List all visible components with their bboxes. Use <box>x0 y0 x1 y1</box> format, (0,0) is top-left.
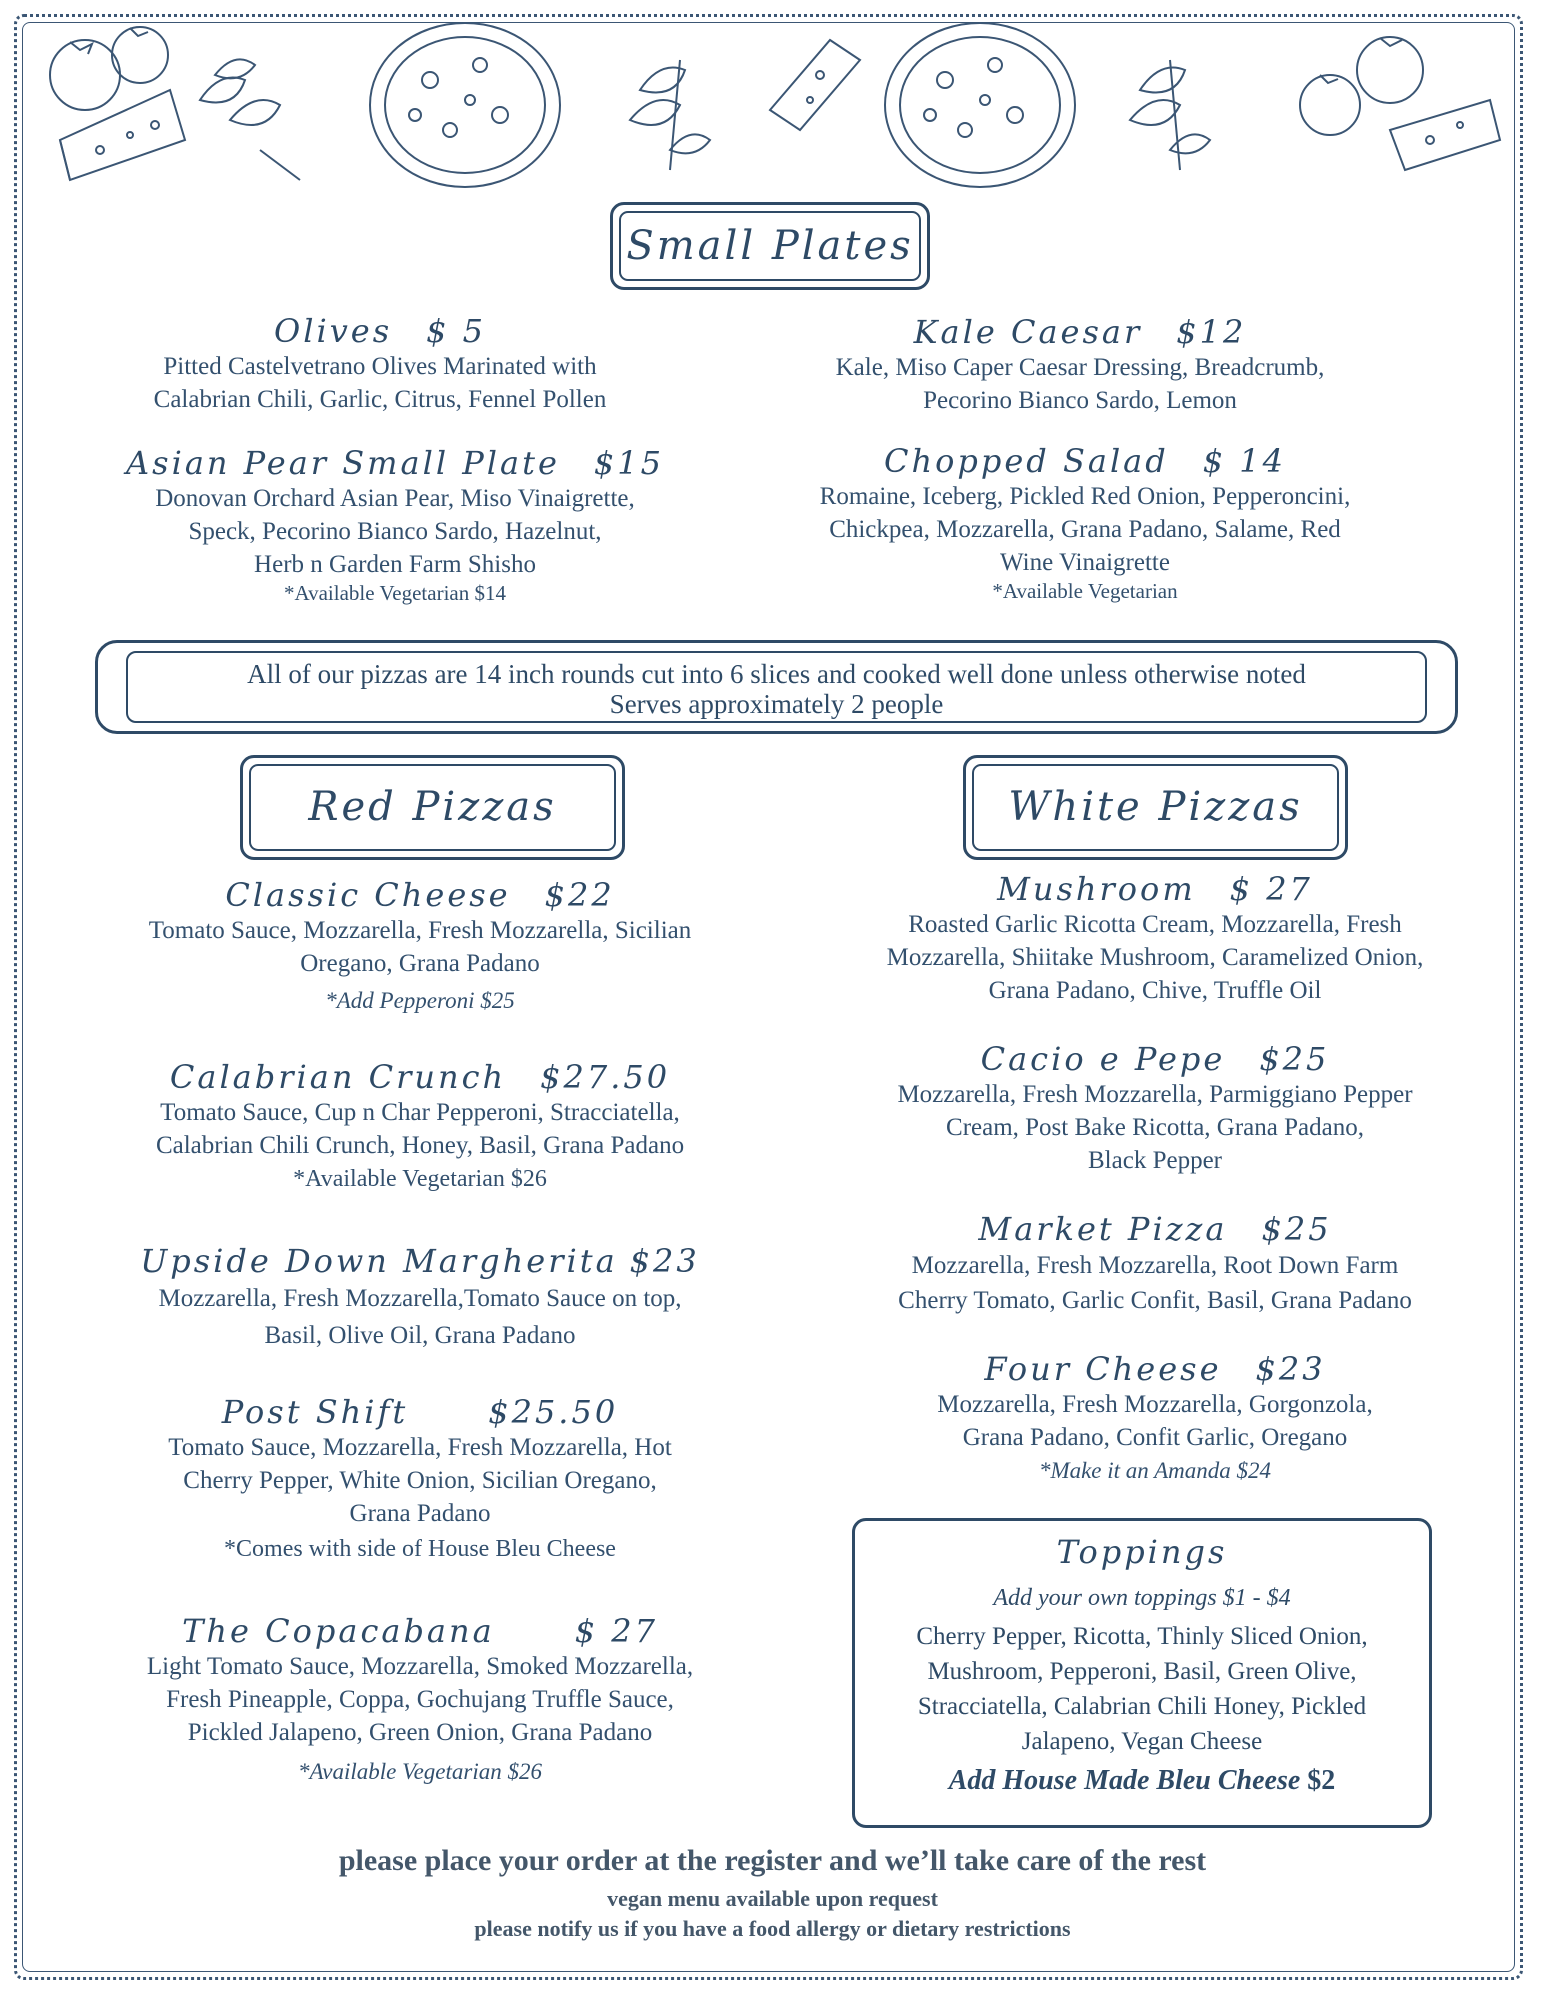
item-note: *Available Vegetarian $26 <box>293 1166 547 1192</box>
item-description: Donovan Orchard Asian Pear, Miso Vinaigrette, Speck, Pecorino Bianco Sardo, Hazelnut, Herb n Garden Farm Shisho <box>155 485 635 578</box>
white-pizzas-title-box <box>963 755 1348 860</box>
cheese-wedge-icon <box>770 40 860 130</box>
menu-item-kale-caesar <box>800 313 1360 417</box>
footer-order-note: please place your order at the register and we’ll take care of the rest <box>338 1844 1207 1877</box>
menu-item-mushroom <box>840 870 1470 1007</box>
item-name: Upside Down Margherita $23 <box>140 1242 700 1280</box>
item-note: *Add Pepperoni $25 <box>325 988 515 1013</box>
menu-item-olives <box>110 312 650 416</box>
item-description: Kale, Miso Caper Caesar Dressing, Breadcrumb, Pecorino Bianco Sardo, Lemon <box>835 354 1325 414</box>
menu-item-upside-down-margherita <box>110 1242 730 1354</box>
item-name: Market Pizza $25 <box>978 1210 1332 1248</box>
red-pizzas-title: Red Pizzas <box>308 784 557 830</box>
item-name: Kale Caesar $12 <box>913 313 1247 351</box>
item-description: Tomato Sauce, Mozzarella, Fresh Mozzarella, Hot Cherry Pepper, White Onion, Sicilian Oregano, Grana Padano <box>168 1434 672 1527</box>
item-description: Tomato Sauce, Cup n Char Pepperoni, Stracciatella, Calabrian Chili Crunch, Honey, Basil, Grana Padano <box>155 1099 685 1159</box>
item-name: Four Cheese $23 <box>984 1350 1326 1388</box>
item-description: Pitted Castelvetrano Olives Marinated with Calabrian Chili, Garlic, Citrus, Fennel Pollen <box>153 353 607 413</box>
small-plates-title-box <box>610 202 930 290</box>
item-description: Mozzarella, Fresh Mozzarella,Tomato Sauce on top, Basil, Olive Oil, Grana Padano <box>158 1285 682 1349</box>
basil-icon <box>1130 60 1210 170</box>
item-name: Post Shift $25.50 <box>221 1393 619 1431</box>
item-name: Olives $ 5 <box>273 312 487 350</box>
item-note: *Available Vegetarian $26 <box>297 1759 542 1784</box>
red-pizzas-title-box <box>240 755 625 860</box>
tomato-icon <box>1300 37 1423 135</box>
item-name: Chopped Salad $ 14 <box>884 442 1286 480</box>
basil-icon <box>630 60 710 170</box>
menu-item-copacabana <box>110 1612 730 1785</box>
pizza-icon <box>370 23 560 187</box>
toppings-list: Cherry Pepper, Ricotta, Thinly Sliced Onion, Mushroom, Pepperoni, Basil, Green Olive, Stracciatella, Calabrian Chili Honey, Pickled Jalapeno, Vegan Cheese <box>916 1623 1368 1755</box>
bleu-cheese-addon: Add House Made Bleu Cheese $2 <box>948 1765 1336 1796</box>
menu-item-four-cheese <box>840 1350 1470 1484</box>
pizza-icon <box>885 23 1075 187</box>
item-note: *Make it an Amanda $24 <box>1038 1458 1272 1483</box>
menu-item-cacio-e-pepe <box>840 1040 1470 1177</box>
basil-icon <box>200 59 300 180</box>
item-note: *Available Vegetarian <box>992 579 1178 603</box>
item-note: *Comes with side of House Bleu Cheese <box>224 1536 616 1562</box>
pizza-info-line-2: Serves approximately 2 people <box>609 689 944 719</box>
footer-allergy-note: please notify us if you have a food allergy or dietary restrictions <box>474 1916 1071 1941</box>
item-name: Cacio e Pepe $25 <box>980 1040 1330 1078</box>
toppings-subtitle: Add your own toppings $1 - $4 <box>993 1585 1291 1611</box>
menu-item-market-pizza <box>840 1210 1470 1318</box>
item-name: Asian Pear Small Plate $15 <box>126 444 664 482</box>
menu-item-chopped-salad <box>790 442 1380 604</box>
item-name: Classic Cheese $22 <box>225 876 615 914</box>
item-description: Roasted Garlic Ricotta Cream, Mozzarella, Fresh Mozzarella, Shiitake Mushroom, Caramelized Onion, Grana Padano, Chive, Truffle Oil <box>886 911 1424 1004</box>
item-description: Romaine, Iceberg, Pickled Red Onion, Pepperoncini, Chickpea, Mozzarella, Grana Padano, Salame, Red Wine Vinaigrette <box>819 483 1351 576</box>
menu-item-asian-pear <box>110 444 680 606</box>
tomato-icon <box>50 27 168 110</box>
item-description: Mozzarella, Fresh Mozzarella, Root Down Farm Cherry Tomato, Garlic Confit, Basil, Grana Padano <box>898 1252 1412 1314</box>
item-name: Mushroom $ 27 <box>997 870 1313 908</box>
item-name: Calabrian Crunch $27.50 <box>169 1058 671 1096</box>
item-note: *Available Vegetarian $14 <box>284 581 506 605</box>
item-description: Mozzarella, Fresh Mozzarella, Gorgonzola, Grana Padano, Confit Garlic, Oregano <box>937 1391 1373 1451</box>
pizza-info-box <box>95 640 1458 734</box>
cheese-wedge-icon <box>1390 100 1500 170</box>
item-name: The Copacabana $ 27 <box>182 1612 658 1650</box>
toppings-box <box>852 1518 1432 1828</box>
item-description: Tomato Sauce, Mozzarella, Fresh Mozzarella, Sicilian Oregano, Grana Padano <box>148 917 692 977</box>
footer-vegan-note: vegan menu available upon request <box>607 1886 938 1911</box>
menu-item-calabrian-crunch <box>110 1058 730 1193</box>
item-description: Mozzarella, Fresh Mozzarella, Parmiggiano Pepper Cream, Post Bake Ricotta, Grana Padano, Black Pepper <box>897 1081 1413 1174</box>
pizza-info-line-1: All of our pizzas are 14 inch rounds cut into 6 slices and cooked well done unless otherwise noted <box>247 659 1306 689</box>
menu-item-post-shift <box>110 1393 730 1563</box>
toppings-title: Toppings <box>1056 1533 1228 1571</box>
item-description: Light Tomato Sauce, Mozzarella, Smoked Mozzarella, Fresh Pineapple, Coppa, Gochujang Truffle Sauce, Pickled Jalapeno, Green Onion, Grana Padano <box>146 1653 694 1746</box>
header-illustration <box>30 20 1515 195</box>
menu-item-classic-cheese <box>110 876 730 1014</box>
cheese-wedge-icon <box>60 90 185 180</box>
small-plates-title: Small Plates <box>626 223 914 269</box>
white-pizzas-title: White Pizzas <box>1008 784 1303 830</box>
